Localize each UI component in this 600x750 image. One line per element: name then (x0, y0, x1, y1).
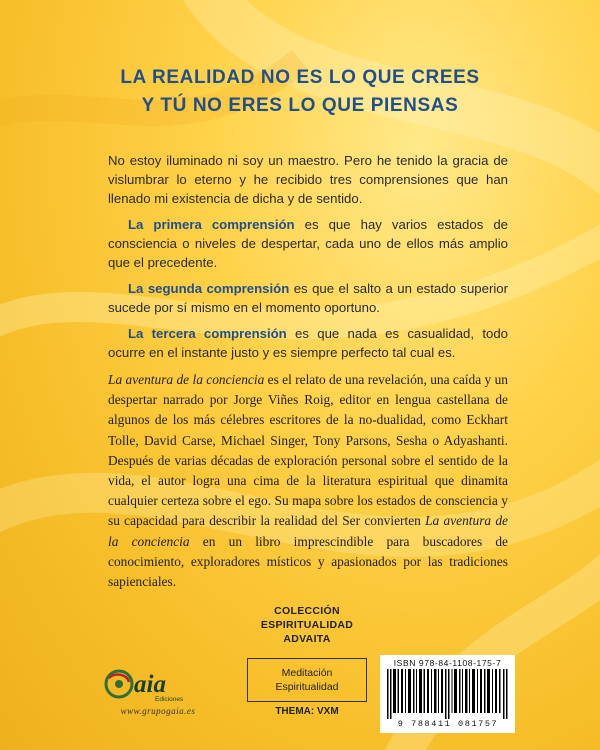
thema-code: THEMA: VXM (275, 706, 339, 717)
second-comprehension-label: La segunda comprensión (128, 281, 290, 296)
intro-paragraph-3 (108, 279, 508, 317)
collection-line-1: COLECCIÓN (274, 605, 340, 617)
book-title-italic: La aventura de la conciencia (108, 372, 265, 387)
book-description (108, 370, 508, 592)
category-box (247, 658, 367, 702)
svg-text:aia: aia (134, 671, 166, 698)
intro-text (108, 151, 508, 369)
intro-paragraph-2 (108, 215, 508, 272)
book-description-text-1: es el relato de una revelación, una caída y un despertar narrado por Jorge Viñes Roig, editor en lengua castellana de algunos de los más célebres escritores de la no-dualidad, como Eckhart Tolle, David Carse, Michael Singer, Tony Parsons, Sesha o Adyashanti. Después de varias décadas de exploración personal sobre el sentido de la vida, el autor logra una cima de la literatura espiritual que dinamita cualquier certeza sobre el ego. Su mapa sobre los estados de consciencia y su capacidad para describir la realidad del Ser convierten (108, 372, 508, 529)
intro-paragraph-2-text: es que hay varios estados de consciencia o niveles de despertar, cada uno de ellos más amplio que el precedente. (108, 217, 508, 270)
collection-label (232, 604, 382, 646)
intro-paragraph-4-text: es que nada es casualidad, todo ocurre en el instante justo y es siempre perfecto tal cual es. (108, 326, 508, 360)
svg-text:Ediciones: Ediciones (155, 696, 184, 703)
isbn-barcode (380, 655, 515, 733)
category-spirituality: Espiritualidad (275, 681, 339, 693)
headline-line-1: LA REALIDAD NO ES LO QUE CREES (120, 67, 480, 88)
gaia-logo-icon (103, 664, 203, 704)
intro-paragraph-3-text: es que el salto a un estado superior sucede por sí mismo en el momento oportuno. (108, 281, 508, 315)
intro-paragraph-4 (108, 324, 508, 362)
publisher-website: www.grupogaia.es (120, 706, 196, 716)
collection-line-2: ESPIRITUALIDAD (260, 619, 354, 631)
intro-paragraph-1-text: No estoy iluminado ni soy un maestro. Pero he tenido la gracia de vislumbrar lo eterno y he recibido tres comprensiones que han llenado mi existencia de dicha y de sentido. (108, 153, 508, 206)
first-comprehension-label: La primera comprensión (128, 217, 295, 232)
collection-line-3: ADVAITA (283, 633, 331, 645)
third-comprehension-label: La tercera comprensión (128, 326, 287, 341)
isbn-number: ISBN 978-84-1108-175-7 (393, 658, 502, 668)
barcode-digits: 9 788411 081757 (397, 719, 499, 729)
headline-line-2: Y TÚ NO ERES LO QUE PIENSAS (141, 95, 459, 116)
intro-paragraph-1 (108, 151, 508, 208)
headline (0, 64, 600, 120)
book-title-italic-2: La aventura de la conciencia (108, 513, 508, 549)
barcode-bars (387, 669, 509, 719)
category-meditation: Meditación (281, 667, 333, 679)
book-description-text-2: en un libro imprescindible para buscadores de conocimiento, exploradores místicos y apasionados por las tradiciones sapienciales. (108, 533, 508, 590)
